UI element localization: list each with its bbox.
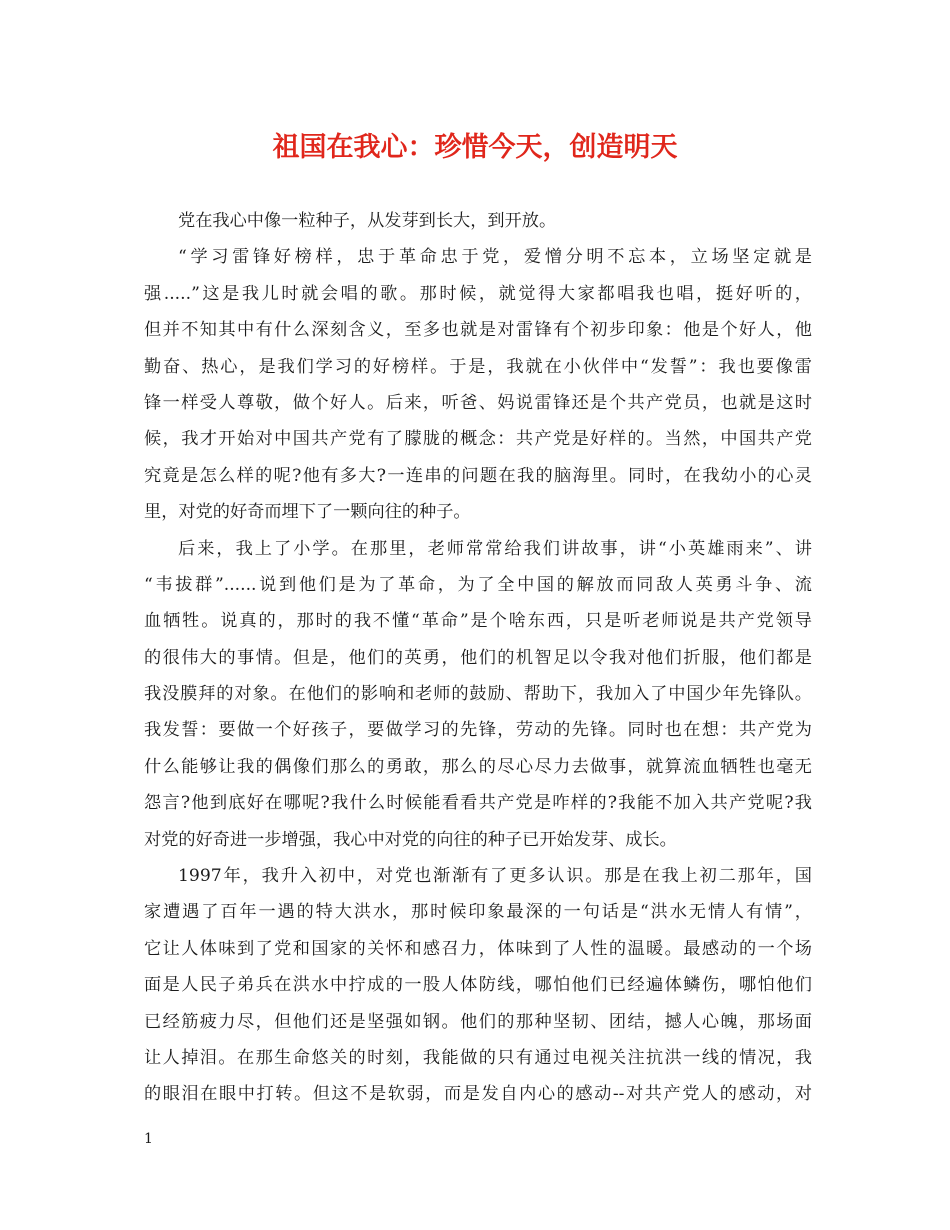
text-line: 锋一样受人尊敬，做个好人。后来，听爸、妈说雷锋还是个共产党员，也就是这时 — [144, 392, 812, 413]
text-line: 对党的好奇进一步增强，我心中对党的向往的种子已开始发芽、成长。 — [144, 829, 677, 850]
text-line: 党在我心中像一粒种子，从发芽到长大，到开放。 — [178, 211, 557, 231]
page-number: 1 — [144, 1131, 153, 1147]
text-line: 怨言?他到底好在哪呢?我什么时候能看看共产党是咋样的?我能不加入共产党呢?我 — [144, 793, 812, 814]
text-line: 家遭遇了百年一遇的特大洪水，那时候印象最深的一句话是“洪水无情人有情”， — [144, 902, 812, 923]
text-line: 已经筋疲力尽，但他们还是坚强如钢。他们的那种坚韧、团结，撼人心魄，那场面 — [144, 1011, 812, 1032]
document-body — [144, 203, 812, 1113]
text-line: 后来，我上了小学。在那里，老师常常给我们讲故事，讲“小英雄雨来”、讲 — [178, 538, 812, 559]
text-line: 的很伟大的事情。但是，他们的英勇，他们的机智足以令我对他们折服，他们都是 — [144, 647, 812, 668]
text-line: 的眼泪在眼中打转。但这不是软弱，而是发自内心的感动--对共产党人的感动，对 — [144, 1084, 812, 1105]
text-line: “韦拔群”......说到他们是为了革命，为了全中国的解放而同敌人英勇斗争、流 — [144, 574, 812, 595]
text-line: 它让人体味到了党和国家的关怀和感召力，体味到了人性的温暖。最感动的一个场 — [144, 938, 812, 959]
text-line: 什么能够让我的偶像们那么的勇敢，那么的尽心尽力去做事，就算流血牺牲也毫无 — [144, 756, 812, 777]
text-line: 勤奋、热心，是我们学习的好榜样。于是，我就在小伙伴中“发誓”：我也要像雷 — [144, 356, 812, 377]
text-line: “学习雷锋好榜样，忠于革命忠于党，爱憎分明不忘本，立场坚定就是 — [178, 247, 812, 268]
text-line: 究竟是怎么样的呢?他有多大?一连串的问题在我的脑海里。同时，在我幼小的心灵 — [144, 465, 812, 486]
text-line: 我没膜拜的对象。在他们的影响和老师的鼓励、帮助下，我加入了中国少年先锋队。 — [144, 684, 812, 705]
text-line: 候，我才开始对中国共产党有了朦胧的概念：共产党是好样的。当然，中国共产党 — [144, 429, 812, 450]
document-title: 祖国在我心：珍惜今天，创造明天 — [272, 132, 678, 163]
text-line: 但并不知其中有什么深刻含义，至多也就是对雷锋有个初步印象：他是个好人，他 — [144, 320, 812, 341]
text-line: 血牺牲。说真的，那时的我不懂“革命”是个啥东西，只是听老师说是共产党领导 — [144, 611, 812, 632]
text-line: 里，对党的好奇而埋下了一颗向往的种子。 — [144, 502, 471, 523]
text-line: 面是人民子弟兵在洪水中拧成的一股人体防线，哪怕他们已经遍体鳞伤，哪怕他们 — [144, 975, 812, 996]
text-line: 强.....”这是我儿时就会唱的歌。那时候，就觉得大家都唱我也唱，挺好听的， — [144, 283, 812, 304]
text-line: 1997年，我升入初中，对党也渐渐有了更多认识。那是在我上初二那年，国 — [178, 866, 812, 887]
text-line: 我发誓：要做一个好孩子，要做学习的先锋，劳动的先锋。同时也在想：共产党为 — [144, 720, 812, 741]
text-line: 让人掉泪。在那生命悠关的时刻，我能做的只有通过电视关注抗洪一线的情况，我 — [144, 1047, 812, 1068]
